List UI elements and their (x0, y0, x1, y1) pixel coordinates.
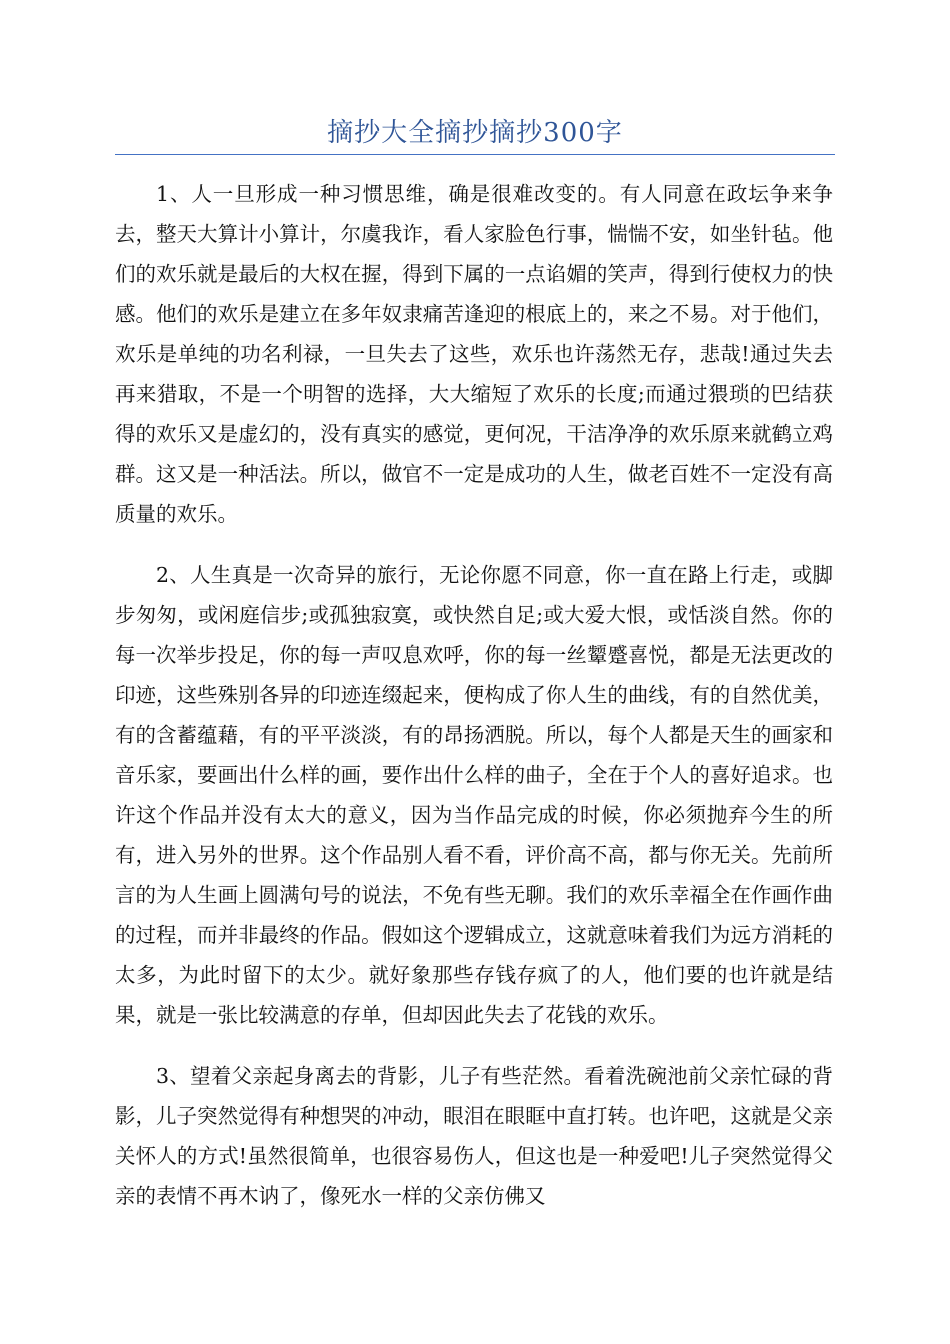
title-underline (115, 154, 835, 155)
paragraph-3: 3、望着父亲起身离去的背影，儿子有些茫然。看着洗碗池前父亲忙碌的背影，儿子突然觉得有种想哭的冲动，眼泪在眼眶中直打转。也许吧，这就是父亲关怀人的方式!虽然很简单，也很容易伤人，但这也是一种爱吧!儿子突然觉得父亲的表情不再木讷了，像死水一样的父亲仿佛又 (115, 1064, 833, 1208)
document-body (115, 174, 833, 1237)
paragraph-2: 2、人生真是一次奇异的旅行，无论你愿不同意，你一直在路上行走，或脚步匆匆，或闲庭信步;或孤独寂寞，或快然自足;或大爱大恨，或恬淡自然。你的每一次举步投足，你的每一声叹息欢呼，你的每一丝颦蹙喜悦，都是无法更改的印迹，这些殊别各异的印迹连缀起来，便构成了你人生的曲线，有的自然优美，有的含蓄蕴藉，有的平平淡淡，有的昂扬洒脱。所以，每个人都是天生的画家和音乐家，要画出什么样的画，要作出什么样的曲子，全在于个人的喜好追求。也许这个作品并没有太大的意义，因为当作品完成的时候，你必须抛弃今生的所有，进入另外的世界。这个作品别人看不看，评价高不高，都与你无关。先前所言的为人生画上圆满句号的说法，不免有些无聊。我们的欢乐幸福全在作画作曲的过程，而并非最终的作品。假如这个逻辑成立，这就意味着我们为远方消耗的太多，为此时留下的太少。就好象那些存钱存疯了的人，他们要的也许就是结果，就是一张比较满意的存单，但却因此失去了花钱的欢乐。 (115, 563, 833, 1027)
paragraph-1: 1、人一旦形成一种习惯思维，确是很难改变的。有人同意在政坛争来争去，整天大算计小算计，尔虞我诈，看人家脸色行事，惴惴不安，如坐针毡。他们的欢乐就是最后的大权在握，得到下属的一点谄媚的笑声，得到行使权力的快感。他们的欢乐是建立在多年奴隶痛苦逢迎的根底上的，来之不易。对于他们，欢乐是单纯的功名利禄，一旦失去了这些，欢乐也许荡然无存，悲哉!通过失去再来猎取，不是一个明智的选择，大大缩短了欢乐的长度;而通过猥琐的巴结获得的欢乐又是虚幻的，没有真实的感觉，更何况，干洁净净的欢乐原来就鹤立鸡群。这又是一种活法。所以，做官不一定是成功的人生，做老百姓不一定没有高质量的欢乐。 (115, 182, 833, 526)
document-title: 摘抄大全摘抄摘抄300字 (327, 118, 623, 148)
